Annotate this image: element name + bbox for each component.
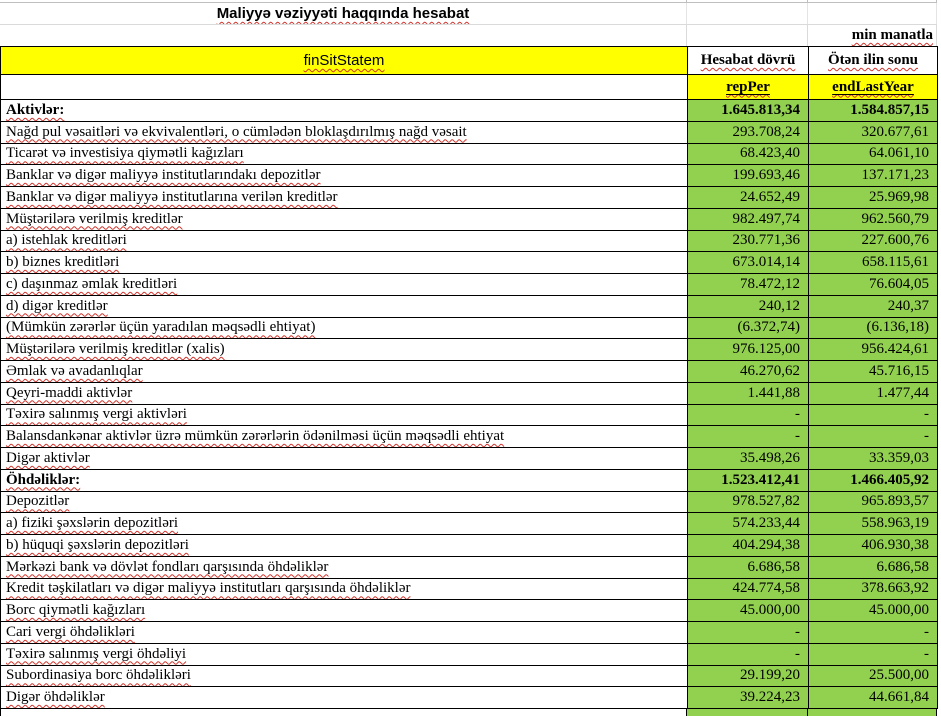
- table-row: [1, 143, 938, 165]
- table-row: [1, 600, 938, 622]
- value-end-last-year: 956.424,61: [809, 339, 938, 361]
- table-row: [1, 230, 938, 252]
- empty-cell: [1, 75, 688, 100]
- row-label: Təxirə salınmış vergi öhdəliyi: [6, 645, 187, 662]
- value-end-last-year: (6.136,18): [809, 317, 938, 339]
- row-label-cell: [1, 165, 688, 187]
- row-label: a) istehlak kreditləri: [6, 232, 127, 249]
- value-reporting-period: 45.000,00: [688, 600, 809, 622]
- table-row: [1, 687, 938, 709]
- row-label: b) hüquqi şəxslərin depozitləri: [6, 536, 189, 553]
- value-end-last-year: 6.686,58: [809, 556, 938, 578]
- value-end-last-year: 45.716,15: [809, 361, 938, 383]
- table-row: [1, 491, 938, 513]
- value-reporting-period: 673.014,14: [688, 252, 809, 274]
- value-reporting-period: 976.125,00: [688, 339, 809, 361]
- value-reporting-period: 978.527,82: [688, 491, 809, 513]
- value-reporting-period: -: [688, 404, 809, 426]
- value-reporting-period: 240,12: [688, 295, 809, 317]
- column-header-end-last-year: Ötən ilin sonu: [809, 47, 938, 75]
- value-reporting-period: 1.441,88: [688, 382, 809, 404]
- value-reporting-period: -: [688, 426, 809, 448]
- row-label-cell: [1, 426, 688, 448]
- row-label-cell: [1, 622, 688, 644]
- row-label-cell: [1, 143, 688, 165]
- row-label-cell: [1, 578, 688, 600]
- row-label: b) biznes kreditləri: [6, 254, 120, 271]
- value-end-last-year: -: [809, 643, 938, 665]
- table-row: [1, 208, 938, 230]
- table-row: [1, 361, 938, 383]
- row-label: Banklar və digər maliyyə institutlarına verilən kreditlər: [6, 188, 338, 205]
- value-end-last-year: 378.663,92: [809, 578, 938, 600]
- row-label-cell: [1, 491, 688, 513]
- row-label: Təxirə salınmış vergi aktivləri: [6, 406, 187, 423]
- value-reporting-period: 404.294,38: [688, 535, 809, 557]
- row-label-cell: [1, 252, 688, 274]
- row-label: Nağd pul vəsaitləri və ekvivalentləri, o cümlədən bloklaşdırılmış nağd vəsait: [6, 123, 467, 140]
- value-end-last-year: 45.000,00: [809, 600, 938, 622]
- table-row: [1, 187, 938, 209]
- row-label-cell: [1, 404, 688, 426]
- value-end-last-year: 227.600,76: [809, 230, 938, 252]
- table-row: [1, 535, 938, 557]
- row-label: Müştərilərə verilmiş kreditlər (xalis): [6, 341, 225, 358]
- value-end-last-year: 76.604,05: [809, 274, 938, 296]
- table-row: [1, 426, 938, 448]
- row-label: Kredit təşkilatları və digər maliyyə institutları qarşısında öhdəliklər: [6, 580, 411, 597]
- row-label-cell: [1, 100, 688, 122]
- row-label: (Mümkün zərərlər üçün yaradılan məqsədli ehtiyat): [6, 319, 316, 336]
- value-reporting-period: 230.771,36: [688, 230, 809, 252]
- row-label-cell: [1, 339, 688, 361]
- form-code: finSitStatem: [303, 52, 385, 69]
- value-reporting-period: 39.224,23: [688, 687, 809, 709]
- value-end-last-year: 33.359,03: [809, 448, 938, 470]
- row-label-cell: [1, 208, 688, 230]
- value-end-last-year: 25.500,00: [809, 665, 938, 687]
- value-reporting-period: 29.199,20: [688, 665, 809, 687]
- value-end-last-year: 25.969,98: [809, 187, 938, 209]
- row-label-cell: [1, 469, 688, 491]
- row-label: Digər öhdəliklər: [6, 689, 105, 706]
- table-row: [1, 382, 938, 404]
- value-end-last-year: 240,37: [809, 295, 938, 317]
- table-row: [1, 556, 938, 578]
- value-end-last-year: 44.661,84: [809, 687, 938, 709]
- end-last-year-code-link[interactable]: endLastYear: [832, 78, 914, 95]
- row-label-cell: [1, 121, 688, 143]
- row-label: a) fiziki şəxslərin depozitləri: [6, 515, 179, 532]
- value-end-last-year: 1.466.405,92: [809, 469, 938, 491]
- row-label-cell: [1, 556, 688, 578]
- value-end-last-year: 406.930,38: [809, 535, 938, 557]
- table-row: [1, 622, 938, 644]
- row-label: Cari vergi öhdəlikləri: [6, 623, 135, 640]
- table-row: [1, 339, 938, 361]
- table-row: [1, 404, 938, 426]
- row-label: Depozitlər: [6, 493, 70, 510]
- value-reporting-period: 1.645.813,34: [688, 100, 809, 122]
- row-label: Ticarət və investisiya qiymətli kağızları: [6, 145, 244, 162]
- row-label: c) daşınmaz əmlak kreditləri: [6, 275, 178, 292]
- row-label-cell: [1, 361, 688, 383]
- value-end-last-year: 1.584.857,15: [809, 100, 938, 122]
- row-label: Mərkəzi bank və dövlət fondları qarşısında öhdəliklər: [6, 558, 329, 575]
- value-reporting-period: 982.497,74: [688, 208, 809, 230]
- row-label: Aktivlər:: [6, 101, 65, 118]
- row-label: Banklar və digər maliyyə institutlarındakı depozitlər: [6, 167, 321, 184]
- form-code-cell: [1, 47, 688, 75]
- table-row: [1, 252, 938, 274]
- row-label-cell: [1, 187, 688, 209]
- table-row: [1, 295, 938, 317]
- value-reporting-period: 35.498,26: [688, 448, 809, 470]
- value-reporting-period: 68.423,40: [688, 143, 809, 165]
- value-reporting-period: 293.708,24: [688, 121, 809, 143]
- value-end-last-year: 320.677,61: [809, 121, 938, 143]
- value-reporting-period: 46.270,62: [688, 361, 809, 383]
- value-end-last-year: -: [809, 404, 938, 426]
- row-label-cell: [1, 382, 688, 404]
- table-row: [1, 274, 938, 296]
- value-reporting-period: 199.693,46: [688, 165, 809, 187]
- row-label-cell: [1, 643, 688, 665]
- value-reporting-period: 78.472,12: [688, 274, 809, 296]
- reporting-period-code-cell: [688, 75, 809, 100]
- row-label: Əmlak və avadanlıqlar: [6, 362, 143, 379]
- value-reporting-period: -: [688, 622, 809, 644]
- table-row: [1, 121, 938, 143]
- table-row: [1, 643, 938, 665]
- table-row: [1, 578, 938, 600]
- row-label-cell: [1, 274, 688, 296]
- value-reporting-period: 6.686,58: [688, 556, 809, 578]
- row-label-cell: [1, 535, 688, 557]
- value-end-last-year: 64.061,10: [809, 143, 938, 165]
- page-title: Maliyyə vəziyyəti haqqında hesabat: [216, 5, 470, 22]
- header-row: [1, 47, 938, 75]
- value-end-last-year: 962.560,79: [809, 208, 938, 230]
- table-row: [1, 469, 938, 491]
- table-row: [1, 165, 938, 187]
- row-label-cell: [1, 317, 688, 339]
- value-end-last-year: 658.115,61: [809, 252, 938, 274]
- row-label-cell: [1, 600, 688, 622]
- row-label-cell: [1, 448, 688, 470]
- value-end-last-year: -: [809, 622, 938, 644]
- row-label-cell: [1, 295, 688, 317]
- value-reporting-period: 424.774,58: [688, 578, 809, 600]
- table-row: [1, 665, 938, 687]
- table-row: [1, 513, 938, 535]
- row-label: Borc qiymətli kağızları: [6, 602, 146, 619]
- row-label-cell: [1, 230, 688, 252]
- table-row: [1, 448, 938, 470]
- value-reporting-period: -: [688, 643, 809, 665]
- column-header-reporting-period: Hesabat dövrü: [688, 47, 809, 75]
- value-reporting-period: 1.523.412,41: [688, 469, 809, 491]
- value-end-last-year: 1.477,44: [809, 382, 938, 404]
- row-label: Balansdankənar aktivlər üzrə mümkün zərərlərin ödənilməsi üçün məqsədli ehtiyat: [6, 428, 505, 445]
- row-label: Digər aktivlər: [6, 449, 90, 466]
- financial-table-body: [1, 100, 938, 709]
- row-label-cell: [1, 513, 688, 535]
- value-end-last-year: 558.963,19: [809, 513, 938, 535]
- value-reporting-period: (6.372,74): [688, 317, 809, 339]
- row-label-cell: [1, 687, 688, 709]
- row-label: Öhdəliklər:: [6, 471, 81, 488]
- unit-note-row: [0, 25, 937, 46]
- row-label: d) digər kreditlər: [6, 297, 108, 314]
- row-label: Müştərilərə verilmiş kreditlər: [6, 210, 183, 227]
- value-reporting-period: 24.652,49: [688, 187, 809, 209]
- reporting-period-code-link[interactable]: repPer: [726, 78, 770, 95]
- row-label-cell: [1, 665, 688, 687]
- table-row: [1, 100, 938, 122]
- title-row: [0, 3, 937, 25]
- row-label: Qeyri-maddi aktivlər: [6, 384, 133, 401]
- value-end-last-year: 965.893,57: [809, 491, 938, 513]
- row-label: Subordinasiya borc öhdəlikləri: [6, 667, 191, 684]
- bottom-partial-row: [0, 709, 937, 716]
- unit-note: min manatla: [851, 27, 933, 43]
- code-header-row: [1, 75, 938, 100]
- table-row: [1, 317, 938, 339]
- value-end-last-year: 137.171,23: [809, 165, 938, 187]
- value-reporting-period: 574.233,44: [688, 513, 809, 535]
- financial-statement-table: [0, 46, 938, 709]
- end-last-year-code-cell: [809, 75, 938, 100]
- value-end-last-year: -: [809, 426, 938, 448]
- financial-table-header: [1, 47, 938, 100]
